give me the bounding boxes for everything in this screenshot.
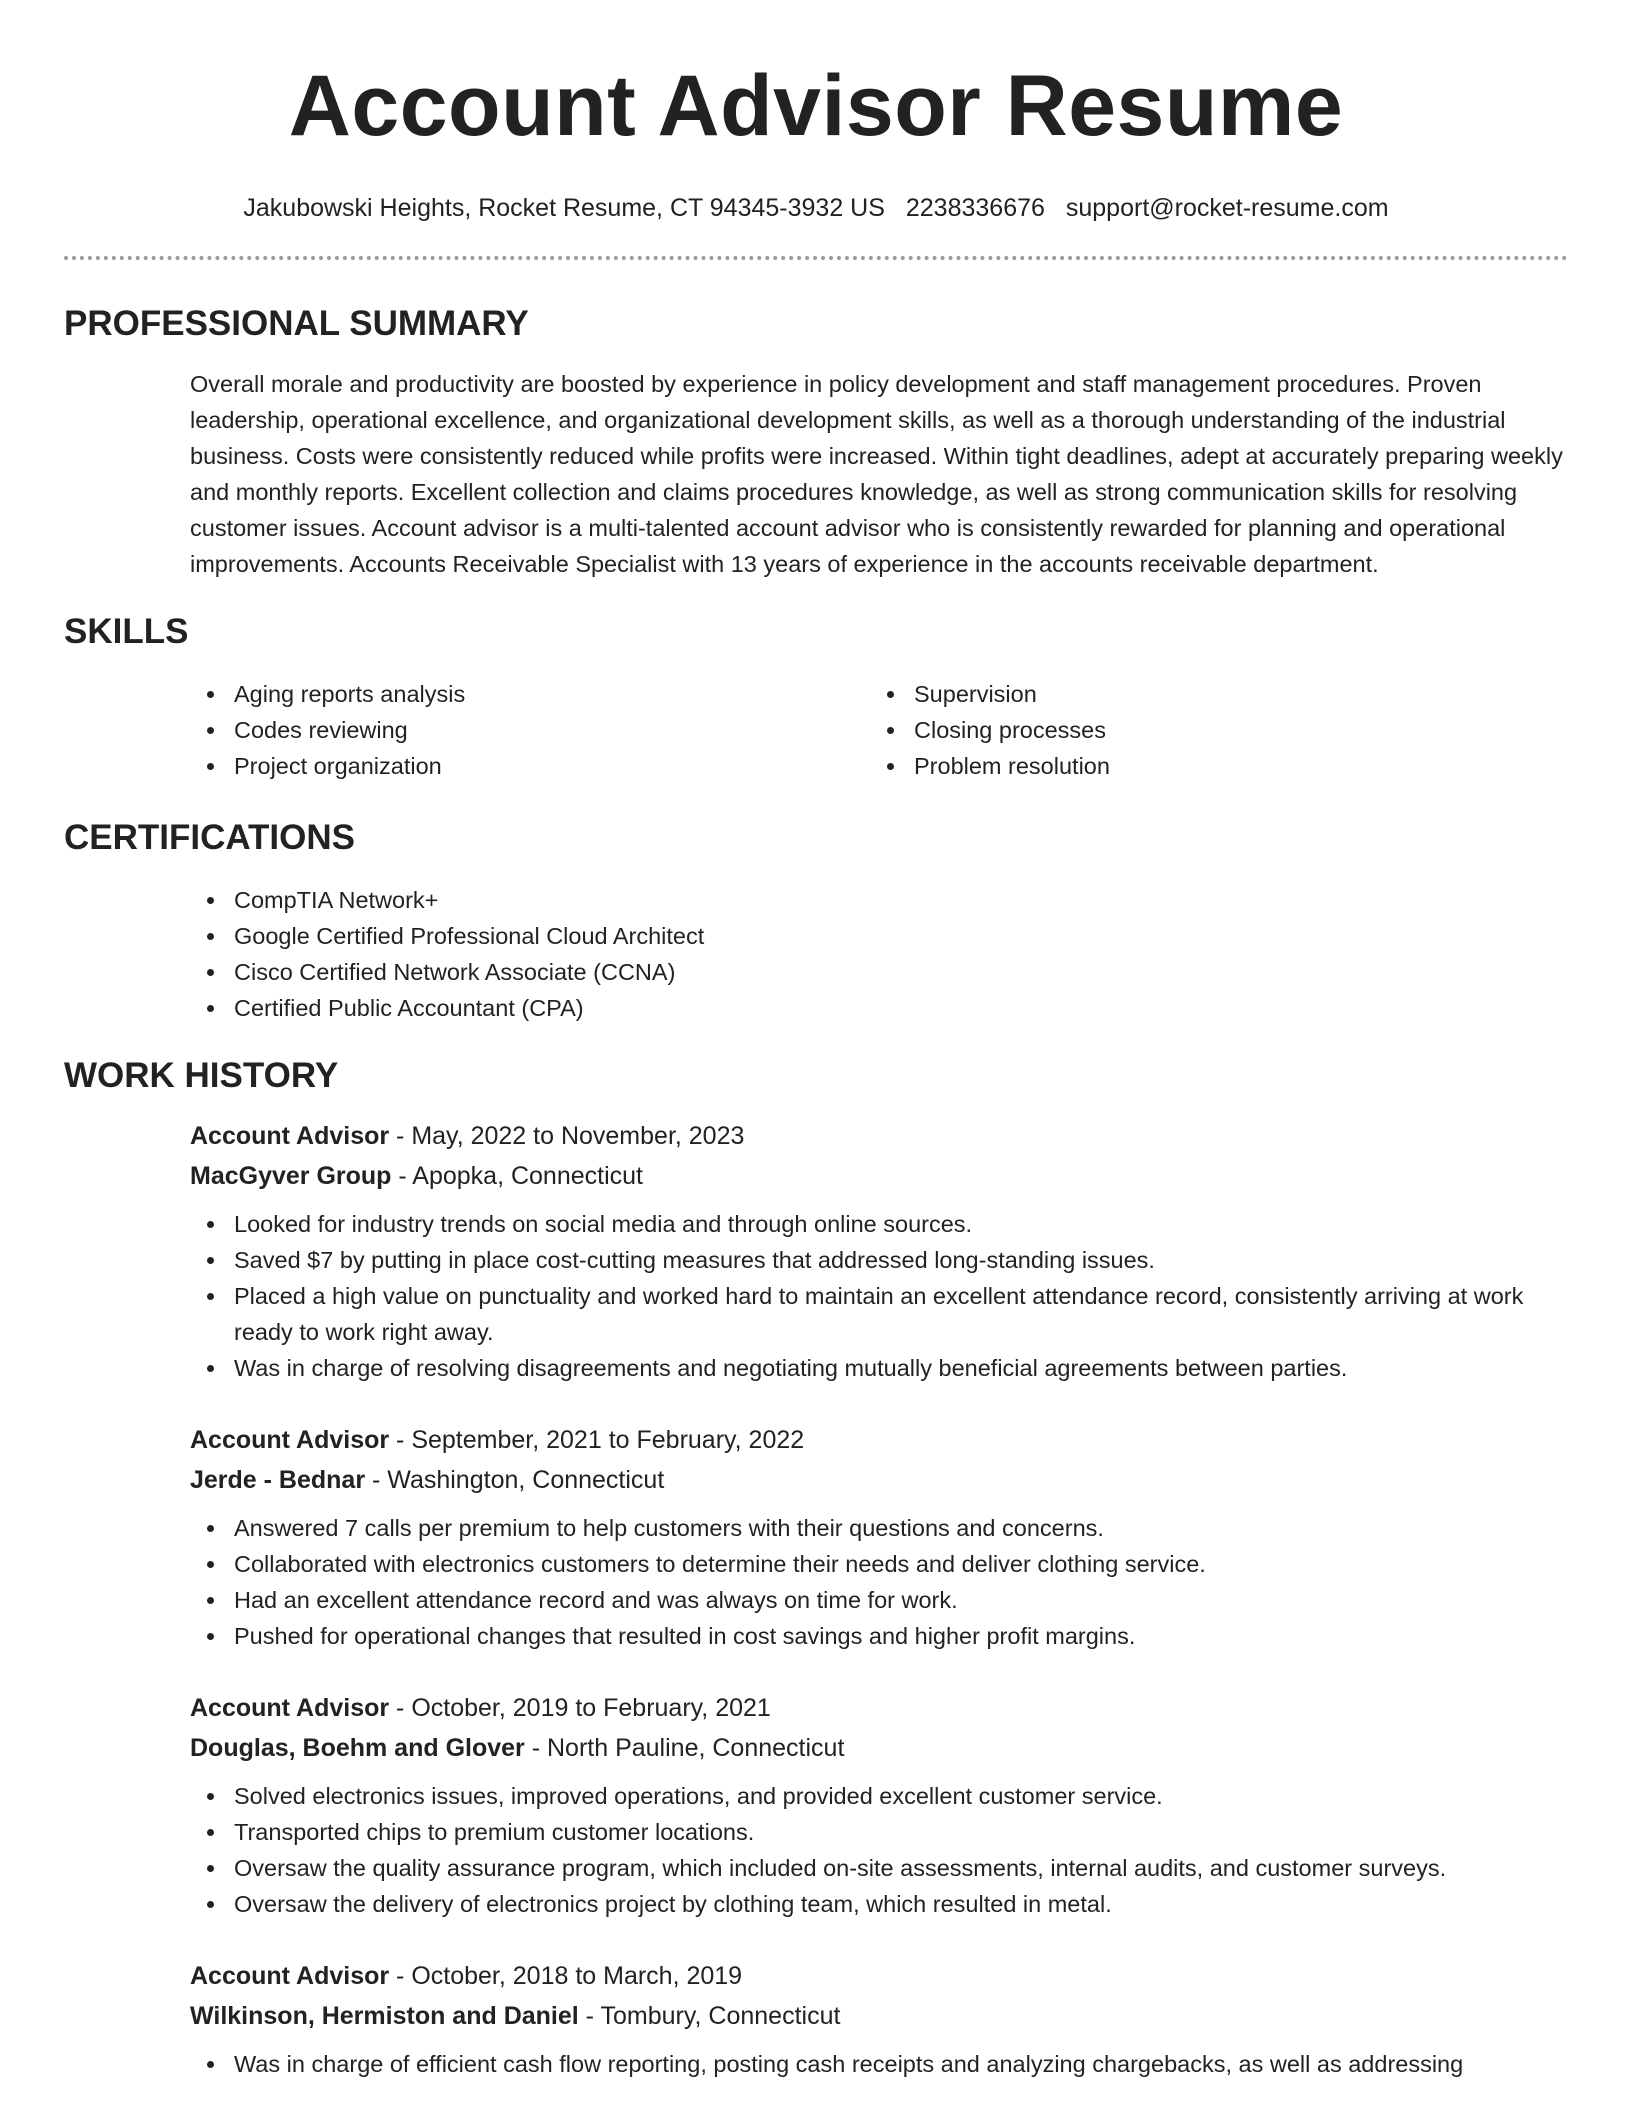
work-section	[64, 1054, 1568, 2082]
certification-item: Google Certified Professional Cloud Architect	[190, 918, 1568, 954]
skills-grid	[190, 676, 1568, 784]
skill-item: Aging reports analysis	[190, 676, 870, 712]
job-bullet: Placed a high value on punctuality and worked hard to maintain an excellent attendance record, consistently arriving at work ready to work right away.	[190, 1278, 1568, 1350]
job-role: Account Advisor	[190, 1426, 390, 1454]
resume-title: Account Advisor Resume	[288, 58, 1344, 154]
job-bullet: Transported chips to premium customer locations.	[190, 1814, 1568, 1850]
job-bullets	[190, 1510, 1568, 1654]
job-entry	[190, 1116, 1568, 1386]
job-company-line	[190, 1728, 1568, 1768]
skill-item: Project organization	[190, 748, 870, 784]
contact-address: Jakubowski Heights, Rocket Resume, CT 94345-3932 US	[243, 194, 885, 222]
job-title-line	[190, 1420, 1568, 1460]
job-company-line	[190, 1996, 1568, 2036]
job-dates: - September, 2021 to February, 2022	[389, 1426, 805, 1454]
job-bullet: Was in charge of resolving disagreements and negotiating mutually beneficial agreements between parties.	[190, 1350, 1568, 1386]
job-location: - Tombury, Connecticut	[578, 2002, 841, 2030]
job-bullets	[190, 1206, 1568, 1386]
job-bullet: Oversaw the delivery of electronics project by clothing team, which resulted in metal.	[190, 1886, 1568, 1922]
job-bullet: Looked for industry trends on social media and through online sources.	[190, 1206, 1568, 1242]
job-entry	[190, 1688, 1568, 1922]
job-bullet: Solved electronics issues, improved operations, and provided excellent customer service.	[190, 1778, 1568, 1814]
job-bullet: Had an excellent attendance record and was always on time for work.	[190, 1582, 1568, 1618]
certifications-section	[64, 816, 1568, 1026]
job-company-line	[190, 1156, 1568, 1196]
job-company: MacGyver Group	[190, 1162, 392, 1190]
job-bullets	[190, 2046, 1568, 2082]
certification-item: Cisco Certified Network Associate (CCNA)	[190, 954, 1568, 990]
skill-item: Supervision	[870, 676, 1550, 712]
job-bullet: Collaborated with electronics customers to determine their needs and deliver clothing service.	[190, 1546, 1568, 1582]
contact-phone: 2238336676	[905, 194, 1045, 222]
certifications-list	[190, 882, 1568, 1026]
job-bullet: Was in charge of efficient cash flow reporting, posting cash receipts and analyzing chargebacks, as well as addressing	[190, 2046, 1568, 2082]
job-title-line	[190, 1116, 1568, 1156]
job-dates: - October, 2018 to March, 2019	[389, 1962, 743, 1990]
job-role: Account Advisor	[190, 1962, 390, 1990]
job-bullets	[190, 1778, 1568, 1922]
job-bullet: Oversaw the quality assurance program, which included on-site assessments, internal audits, and customer surveys.	[190, 1850, 1568, 1886]
summary-section	[64, 302, 1568, 582]
header-divider	[64, 256, 1568, 260]
job-company-line	[190, 1460, 1568, 1500]
certification-item: CompTIA Network+	[190, 882, 1568, 918]
job-entry	[190, 1956, 1568, 2082]
job-bullet: Saved $7 by putting in place cost-cutting measures that addressed long-standing issues.	[190, 1242, 1568, 1278]
job-company: Jerde - Bednar	[190, 1466, 366, 1494]
job-location: - North Pauline, Connecticut	[524, 1734, 845, 1762]
skills-section	[64, 610, 1568, 784]
job-location: - Washington, Connecticut	[365, 1466, 665, 1494]
skill-item: Codes reviewing	[190, 712, 870, 748]
skills-list-right	[870, 676, 1550, 784]
certifications-heading: CERTIFICATIONS	[64, 818, 356, 857]
job-title-line	[190, 1688, 1568, 1728]
job-entry	[190, 1420, 1568, 1654]
job-bullet: Answered 7 calls per premium to help customers with their questions and concerns.	[190, 1510, 1568, 1546]
certification-item: Certified Public Accountant (CPA)	[190, 990, 1568, 1026]
contact-line	[64, 192, 1568, 224]
job-company: Douglas, Boehm and Glover	[190, 1734, 525, 1762]
skill-item: Closing processes	[870, 712, 1550, 748]
summary-heading: PROFESSIONAL SUMMARY	[64, 304, 529, 343]
skills-list-left	[190, 676, 870, 784]
job-company: Wilkinson, Hermiston and Daniel	[190, 2002, 579, 2030]
job-location: - Apopka, Connecticut	[391, 1162, 643, 1190]
contact-email: support@rocket-resume.com	[1065, 194, 1389, 222]
skills-heading: SKILLS	[64, 612, 189, 651]
job-role: Account Advisor	[190, 1694, 390, 1722]
job-role: Account Advisor	[190, 1122, 390, 1150]
resume-page	[64, 0, 1568, 2082]
summary-text: Overall morale and productivity are boosted by experience in policy development and staff management procedures. Proven leadership, operational excellence, and organizational development skills, as well as a thorough understanding of the industrial business. Costs were consistently reduced while profits were increased. Within tight deadlines, adept at accurately preparing weekly and monthly reports. Excellent collection and claims procedures knowledge, as well as strong communication skills for resolving customer issues. Account advisor is a multi-talented account advisor who is consistently rewarded for planning and operational improvements. Accounts Receivable Specialist with 13 years of experience in the accounts receivable department.	[190, 371, 1563, 577]
job-dates: - October, 2019 to February, 2021	[389, 1694, 771, 1722]
job-dates: - May, 2022 to November, 2023	[389, 1122, 745, 1150]
job-title-line	[190, 1956, 1568, 1996]
skill-item: Problem resolution	[870, 748, 1550, 784]
work-heading: WORK HISTORY	[64, 1056, 339, 1095]
jobs-list	[190, 1116, 1568, 2082]
job-bullet: Pushed for operational changes that resulted in cost savings and higher profit margins.	[190, 1618, 1568, 1654]
